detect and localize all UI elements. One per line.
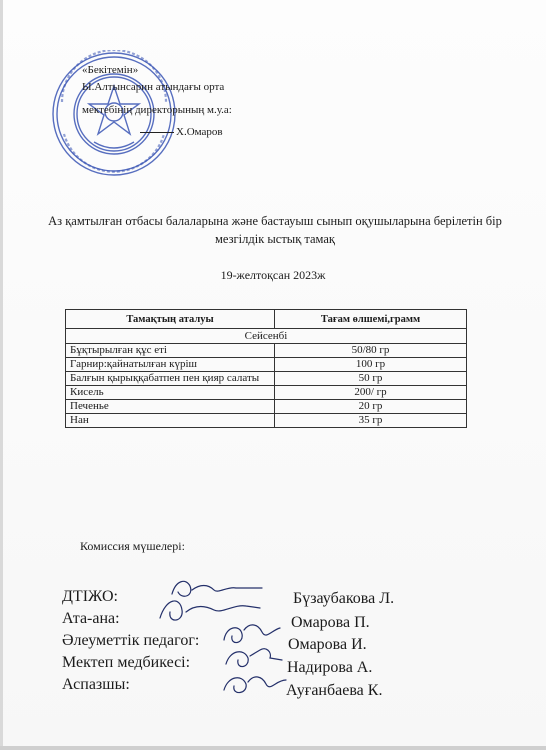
table-row <box>66 400 467 414</box>
header-portion-size: Тағам өлшемі,грамм <box>275 310 467 329</box>
document-title: Аз қамтылған отбасы балаларына және бастауыш сынып оқушыларына берілетін бір мезгілдік ыстық тамақ <box>48 214 502 246</box>
document-date: 19-желтоқсан 2023ж <box>220 268 326 282</box>
dish-name: Бұқтырылған құс еті <box>66 344 275 358</box>
approval-signatory <box>140 124 223 140</box>
signature-line <box>140 132 174 133</box>
table-row <box>66 358 467 372</box>
signature-mark <box>160 601 260 620</box>
member-role: Аспазшы: <box>62 676 130 693</box>
portion-size: 35 гр <box>275 414 467 428</box>
signature-mark <box>226 649 282 667</box>
portion-size: 50 гр <box>275 372 467 386</box>
member-name: Омарова П. <box>291 614 370 631</box>
table-row <box>66 414 467 428</box>
signature-mark <box>172 581 262 596</box>
menu-table <box>65 309 467 428</box>
header-dish-name: Тамақтың аталуы <box>66 310 275 329</box>
dish-name: Гарнир:қайнатылған күріш <box>66 358 275 372</box>
approval-position: мектебінің директорының м.у.а: <box>82 104 232 116</box>
member-role: Ата-ана: <box>62 610 120 627</box>
member-role: Әлеуметтік педагог: <box>62 632 200 649</box>
dish-name: Кисель <box>66 386 275 400</box>
member-name: Надирова А. <box>287 659 373 676</box>
table-row <box>66 344 467 358</box>
dish-name: Балғын қырыққабатпен пен қияр салаты <box>66 372 275 386</box>
commission-heading: Комиссия мүшелері: <box>80 539 185 553</box>
table-row <box>66 386 467 400</box>
member-name: Бүзаубакова Л. <box>293 590 395 607</box>
day-row <box>66 329 467 344</box>
approval-director-name: Х.Омаров <box>176 126 223 138</box>
scan-edge-bottom <box>0 746 546 750</box>
member-name: Ауғанбаева К. <box>286 682 383 699</box>
approval-heading: «Бекітемін» <box>82 64 139 76</box>
dish-name: Печенье <box>66 400 275 414</box>
table-header-row <box>66 310 467 329</box>
table-row <box>66 372 467 386</box>
portion-size: 100 гр <box>275 358 467 372</box>
scan-edge-left <box>0 0 3 750</box>
member-role: ДТІЖО: <box>62 588 118 605</box>
signature-mark <box>224 677 286 693</box>
portion-size: 50/80 гр <box>275 344 467 358</box>
portion-size: 20 гр <box>275 400 467 414</box>
signature-mark <box>224 625 280 643</box>
portion-size: 200/ гр <box>275 386 467 400</box>
dish-name: Нан <box>66 414 275 428</box>
approval-school: Ы.Алтынсарин атындағы орта <box>82 81 225 93</box>
member-role: Мектеп медбикесі: <box>62 654 191 671</box>
member-name: Омарова И. <box>288 636 367 653</box>
weekday-label: Сейсенбі <box>66 329 467 344</box>
